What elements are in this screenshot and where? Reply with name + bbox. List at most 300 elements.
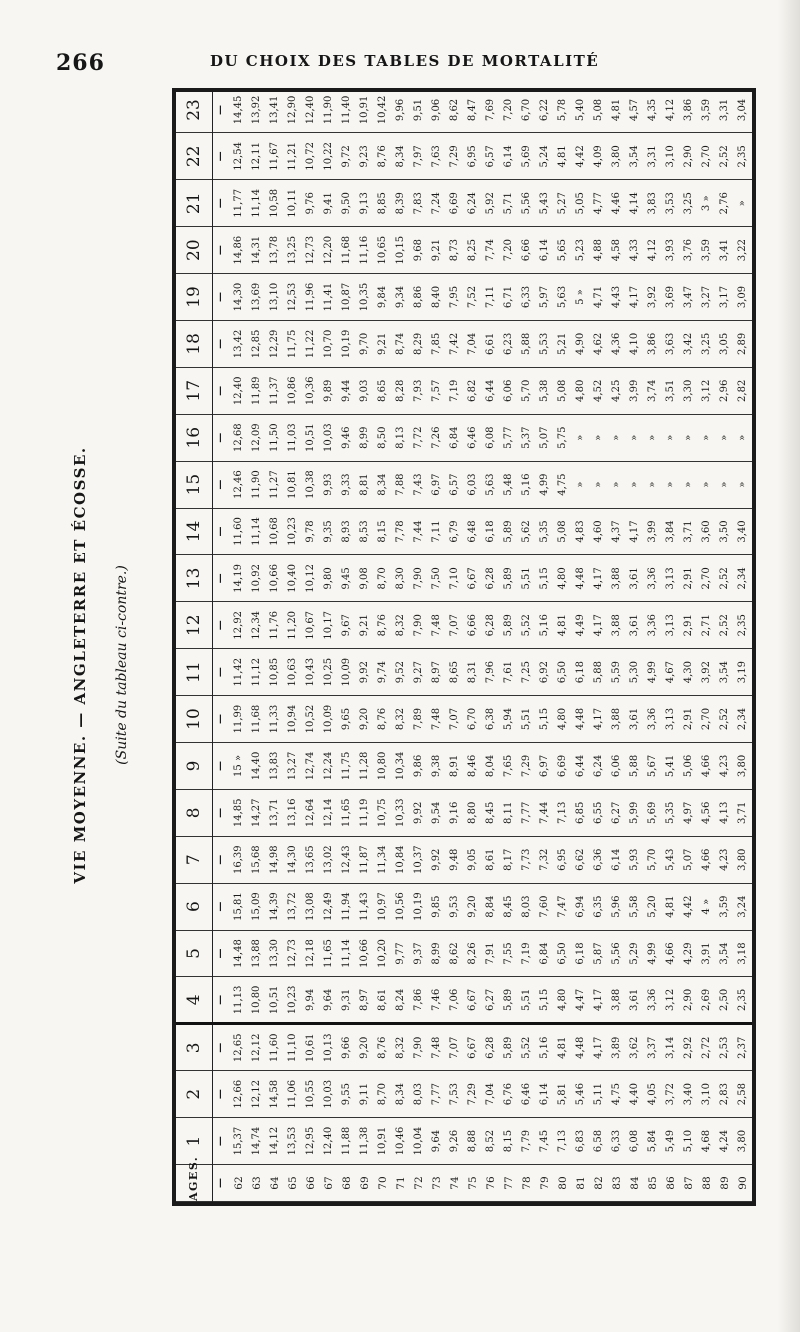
value-cell: 10,65 xyxy=(374,227,392,274)
value-cell: 4,36 xyxy=(608,320,626,367)
value-cell: 12,29 xyxy=(266,320,284,367)
value-cell: 11,99 xyxy=(230,696,248,743)
value-cell: 4,68 xyxy=(698,1118,716,1165)
value-cell: 6,66 xyxy=(464,602,482,649)
value-cell: 7,20 xyxy=(500,88,518,133)
value-cell: 15 » xyxy=(230,742,248,789)
value-cell: 3,99 xyxy=(626,367,644,414)
value-cell: 7,07 xyxy=(446,696,464,743)
value-cell: 9,13 xyxy=(356,180,374,227)
value-cell: 2,52 xyxy=(716,696,734,743)
value-cell: 10,34 xyxy=(392,742,410,789)
age-cell: 86 xyxy=(662,1165,680,1202)
value-cell: 11,94 xyxy=(338,883,356,930)
value-cell: 13,41 xyxy=(266,88,284,133)
value-cell: 7,93 xyxy=(410,367,428,414)
value-cell: 11,65 xyxy=(338,789,356,836)
value-cell: 9,46 xyxy=(338,414,356,461)
value-cell: 6,58 xyxy=(590,1118,608,1165)
value-cell: 8,65 xyxy=(374,367,392,414)
table-row xyxy=(644,88,662,1202)
value-cell: 5,81 xyxy=(554,1071,572,1118)
table-row xyxy=(356,88,374,1202)
value-cell: 3,80 xyxy=(734,742,752,789)
dash-mark: — xyxy=(212,836,230,883)
value-cell: 4,99 xyxy=(644,649,662,696)
dash-mark: — xyxy=(212,977,230,1024)
age-cell: 82 xyxy=(590,1165,608,1202)
column-header-14: 14 xyxy=(176,508,212,555)
value-cell: 3,86 xyxy=(680,88,698,133)
value-cell: 6,97 xyxy=(428,461,446,508)
value-cell: 4,37 xyxy=(608,508,626,555)
table-row xyxy=(230,88,248,1202)
value-cell: 3,74 xyxy=(644,367,662,414)
value-cell: 8,34 xyxy=(392,1071,410,1118)
value-cell: 3,25 xyxy=(698,320,716,367)
value-cell: 13,65 xyxy=(302,836,320,883)
value-cell: 3,54 xyxy=(716,649,734,696)
value-cell: 4,90 xyxy=(572,320,590,367)
value-cell: » xyxy=(680,414,698,461)
value-cell: 2,76 xyxy=(716,180,734,227)
value-cell: 6,28 xyxy=(482,602,500,649)
value-cell: 10,19 xyxy=(338,320,356,367)
value-cell: 6,70 xyxy=(464,696,482,743)
value-cell: 8,76 xyxy=(374,1024,392,1071)
value-cell: 10,86 xyxy=(284,367,302,414)
value-cell: 6,14 xyxy=(536,227,554,274)
value-cell: 11,20 xyxy=(284,602,302,649)
value-cell: 12,11 xyxy=(248,133,266,180)
value-cell: 5,62 xyxy=(518,508,536,555)
value-cell: 9,70 xyxy=(356,320,374,367)
value-cell: 3,24 xyxy=(734,883,752,930)
value-cell: 5,29 xyxy=(626,930,644,977)
value-cell: 9,06 xyxy=(428,88,446,133)
value-cell: 10,43 xyxy=(302,649,320,696)
value-cell: 5,87 xyxy=(590,930,608,977)
value-cell: 14,39 xyxy=(266,883,284,930)
value-cell: 5,46 xyxy=(572,1071,590,1118)
value-cell: 6,48 xyxy=(464,508,482,555)
value-cell: 7,57 xyxy=(428,367,446,414)
value-cell: 8,80 xyxy=(464,789,482,836)
value-cell: 5,67 xyxy=(644,742,662,789)
value-cell: 10,15 xyxy=(392,227,410,274)
mortality-table-frame xyxy=(172,88,756,1206)
age-cell: 68 xyxy=(338,1165,356,1202)
value-cell: 13,72 xyxy=(284,883,302,930)
value-cell: 5,35 xyxy=(536,508,554,555)
age-cell: 77 xyxy=(500,1165,518,1202)
value-cell: » xyxy=(644,461,662,508)
value-cell: 11,75 xyxy=(284,320,302,367)
value-cell: 6,79 xyxy=(446,508,464,555)
value-cell: 6,38 xyxy=(482,696,500,743)
table-row xyxy=(608,88,626,1202)
value-cell: 9,20 xyxy=(464,883,482,930)
value-cell: 3,25 xyxy=(680,180,698,227)
value-cell: 14,40 xyxy=(248,742,266,789)
value-cell: 9,78 xyxy=(302,508,320,555)
value-cell: 6,08 xyxy=(482,414,500,461)
value-cell: 12,24 xyxy=(320,742,338,789)
dash-mark: — xyxy=(212,602,230,649)
value-cell: 4,48 xyxy=(572,1024,590,1071)
value-cell: 11,75 xyxy=(338,742,356,789)
value-cell: 13,78 xyxy=(266,227,284,274)
table-title: VIE MOYENNE. — ANGLETERRE ET ÉCOSSE. xyxy=(71,446,89,884)
value-cell: 9,23 xyxy=(356,133,374,180)
value-cell: 9,65 xyxy=(338,696,356,743)
value-cell: 14,12 xyxy=(266,1118,284,1165)
column-header-19: 19 xyxy=(176,274,212,321)
value-cell: 4,35 xyxy=(644,88,662,133)
value-cell: » xyxy=(734,461,752,508)
value-cell: 7,26 xyxy=(428,414,446,461)
value-cell: 6,33 xyxy=(518,274,536,321)
value-cell: 12,40 xyxy=(320,1118,338,1165)
value-cell: 5,53 xyxy=(536,320,554,367)
value-cell: 11,38 xyxy=(356,1118,374,1165)
value-cell: 6,50 xyxy=(554,930,572,977)
dash-mark: — xyxy=(212,367,230,414)
value-cell: 8,26 xyxy=(464,930,482,977)
value-cell: 6,33 xyxy=(608,1118,626,1165)
value-cell: 3,37 xyxy=(644,1024,662,1071)
value-cell: 10,56 xyxy=(392,883,410,930)
column-header-9: 9 xyxy=(176,742,212,789)
value-cell: 4,12 xyxy=(662,88,680,133)
value-cell: 4 » xyxy=(698,883,716,930)
age-cell: 80 xyxy=(554,1165,572,1202)
value-cell: 6,85 xyxy=(572,789,590,836)
value-cell: 3,69 xyxy=(662,274,680,321)
value-cell: 5,70 xyxy=(518,367,536,414)
dash-mark: — xyxy=(212,133,230,180)
age-cell: 62 xyxy=(230,1165,248,1202)
value-cell: 10,66 xyxy=(266,555,284,602)
value-cell: 2,70 xyxy=(698,555,716,602)
value-cell: 3,88 xyxy=(608,555,626,602)
value-cell: 3,36 xyxy=(644,696,662,743)
value-cell: 2,52 xyxy=(716,555,734,602)
value-cell: 9,92 xyxy=(356,649,374,696)
dash-mark: — xyxy=(212,696,230,743)
value-cell: 4,47 xyxy=(572,977,590,1024)
value-cell: 11,96 xyxy=(302,274,320,321)
value-cell: 11,13 xyxy=(230,977,248,1024)
value-cell: 4,80 xyxy=(554,696,572,743)
value-cell: 4,17 xyxy=(590,555,608,602)
value-cell: 2,53 xyxy=(716,1024,734,1071)
value-cell: 13,27 xyxy=(284,742,302,789)
value-cell: 10,51 xyxy=(302,414,320,461)
value-cell: 4,58 xyxy=(608,227,626,274)
value-cell: 10,42 xyxy=(374,88,392,133)
value-cell: 7,13 xyxy=(554,789,572,836)
value-cell: 3,83 xyxy=(644,180,662,227)
value-cell: » xyxy=(644,414,662,461)
value-cell: 4,09 xyxy=(590,133,608,180)
value-cell: 10,19 xyxy=(410,883,428,930)
table-row xyxy=(266,88,284,1202)
value-cell: 3,09 xyxy=(734,274,752,321)
table-header-row xyxy=(176,88,212,1202)
value-cell: 7,90 xyxy=(410,1024,428,1071)
value-cell: 12,40 xyxy=(230,367,248,414)
value-cell: » xyxy=(590,461,608,508)
value-cell: 13,08 xyxy=(302,883,320,930)
value-cell: 9,89 xyxy=(320,367,338,414)
value-cell: 12,40 xyxy=(302,88,320,133)
value-cell: 3,36 xyxy=(644,602,662,649)
value-cell: 8,93 xyxy=(338,508,356,555)
value-cell: 4,24 xyxy=(716,1118,734,1165)
value-cell: 11,03 xyxy=(284,414,302,461)
value-cell: 9,31 xyxy=(338,977,356,1024)
value-cell: 4,81 xyxy=(662,883,680,930)
value-cell: 7,55 xyxy=(500,930,518,977)
column-header-23: 23 xyxy=(176,88,212,133)
value-cell: 11,10 xyxy=(284,1024,302,1071)
value-cell: 12,65 xyxy=(230,1024,248,1071)
value-cell: 13,53 xyxy=(284,1118,302,1165)
value-cell: 9,68 xyxy=(410,227,428,274)
value-cell: 4,57 xyxy=(626,88,644,133)
value-cell: 12,90 xyxy=(284,88,302,133)
value-cell: 13,16 xyxy=(284,789,302,836)
value-cell: 5,71 xyxy=(500,180,518,227)
value-cell: 7,44 xyxy=(410,508,428,555)
value-cell: 9,35 xyxy=(320,508,338,555)
running-title: DU CHOIX DES TABLES DE MORTALITÉ xyxy=(210,52,600,70)
page-edge-shadow xyxy=(778,0,800,1332)
value-cell: 14,45 xyxy=(230,88,248,133)
value-cell: » xyxy=(662,461,680,508)
value-cell: 5,08 xyxy=(554,367,572,414)
age-cell: 89 xyxy=(716,1165,734,1202)
value-cell: 11,19 xyxy=(356,789,374,836)
value-cell: 9,86 xyxy=(410,742,428,789)
column-header-21: 21 xyxy=(176,180,212,227)
value-cell: 2,52 xyxy=(716,602,734,649)
value-cell: 3,13 xyxy=(662,696,680,743)
value-cell: 9,93 xyxy=(320,461,338,508)
value-cell: 3,50 xyxy=(716,508,734,555)
value-cell: 8,30 xyxy=(392,555,410,602)
value-cell: 14,98 xyxy=(266,836,284,883)
value-cell: 3,27 xyxy=(698,274,716,321)
column-header-4: 4 xyxy=(176,977,212,1024)
value-cell: 5,94 xyxy=(500,696,518,743)
value-cell: 7,60 xyxy=(536,883,554,930)
value-cell: 7,85 xyxy=(428,320,446,367)
value-cell: » xyxy=(608,461,626,508)
value-cell: 7,13 xyxy=(554,1118,572,1165)
value-cell: 7,65 xyxy=(500,742,518,789)
value-cell: 9,27 xyxy=(410,649,428,696)
value-cell: 10,40 xyxy=(284,555,302,602)
value-cell: 10,22 xyxy=(320,133,338,180)
value-cell: 6,94 xyxy=(572,883,590,930)
value-cell: 10,66 xyxy=(356,930,374,977)
value-cell: 8,74 xyxy=(392,320,410,367)
value-cell: 2,58 xyxy=(734,1071,752,1118)
value-cell: 12,46 xyxy=(230,461,248,508)
value-cell: 4,81 xyxy=(554,133,572,180)
value-cell: » xyxy=(734,414,752,461)
value-cell: 9,74 xyxy=(374,649,392,696)
value-cell: 15,81 xyxy=(230,883,248,930)
value-cell: 5,08 xyxy=(590,88,608,133)
value-cell: 2,69 xyxy=(698,977,716,1024)
value-cell: 6,76 xyxy=(500,1071,518,1118)
value-cell: 3,51 xyxy=(662,367,680,414)
value-cell: 14,31 xyxy=(248,227,266,274)
column-header-1: 1 xyxy=(176,1118,212,1165)
value-cell: 3,19 xyxy=(734,649,752,696)
value-cell: 4,23 xyxy=(716,742,734,789)
value-cell: 3,36 xyxy=(644,555,662,602)
value-cell: 9,54 xyxy=(428,789,446,836)
table-row xyxy=(464,88,482,1202)
value-cell: 7,04 xyxy=(464,320,482,367)
value-cell: 4,75 xyxy=(608,1071,626,1118)
value-cell: 11,60 xyxy=(266,1024,284,1071)
value-cell: 10,13 xyxy=(320,1024,338,1071)
value-cell: 3,12 xyxy=(662,977,680,1024)
value-cell: 5,63 xyxy=(554,274,572,321)
value-cell: 6,82 xyxy=(464,367,482,414)
value-cell: 2,52 xyxy=(716,133,734,180)
value-cell: 10,80 xyxy=(374,742,392,789)
value-cell: 12,18 xyxy=(302,930,320,977)
value-cell: 11,77 xyxy=(230,180,248,227)
column-header-10: 10 xyxy=(176,696,212,743)
value-cell: 9,67 xyxy=(338,602,356,649)
value-cell: 2,92 xyxy=(680,1024,698,1071)
age-cell: 76 xyxy=(482,1165,500,1202)
table-subtitle: (Suite du tableau ci-contre.) xyxy=(114,565,130,765)
value-cell: 5,43 xyxy=(662,836,680,883)
value-cell: 5,89 xyxy=(500,602,518,649)
value-cell: 9,26 xyxy=(446,1118,464,1165)
value-cell: 8,99 xyxy=(356,414,374,461)
value-cell: 7,19 xyxy=(446,367,464,414)
value-cell: 5,97 xyxy=(536,274,554,321)
page-number: 266 xyxy=(56,50,105,76)
value-cell: 4,17 xyxy=(626,508,644,555)
value-cell: 10,58 xyxy=(266,180,284,227)
value-cell: 7,42 xyxy=(446,320,464,367)
value-cell: 6,28 xyxy=(482,1024,500,1071)
value-cell: 4,29 xyxy=(680,930,698,977)
value-cell: 6,35 xyxy=(590,883,608,930)
column-header-7: 7 xyxy=(176,836,212,883)
value-cell: 11,16 xyxy=(356,227,374,274)
value-cell: 9,76 xyxy=(302,180,320,227)
value-cell: 8,50 xyxy=(374,414,392,461)
value-cell: 9,55 xyxy=(338,1071,356,1118)
value-cell: 8,28 xyxy=(392,367,410,414)
value-cell: 10,91 xyxy=(374,1118,392,1165)
value-cell: 9,05 xyxy=(464,836,482,883)
dash-mark: — xyxy=(212,274,230,321)
dash-mark: — xyxy=(212,227,230,274)
value-cell: 3,54 xyxy=(626,133,644,180)
value-cell: 6,27 xyxy=(608,789,626,836)
value-cell: 5,88 xyxy=(518,320,536,367)
value-cell: 7,45 xyxy=(536,1118,554,1165)
dash-mark: — xyxy=(212,1024,230,1071)
value-cell: 4,17 xyxy=(590,1024,608,1071)
value-cell: 11,65 xyxy=(320,930,338,977)
value-cell: 5,59 xyxy=(608,649,626,696)
value-cell: 10,20 xyxy=(374,930,392,977)
value-cell: 5,35 xyxy=(662,789,680,836)
value-cell: 4,43 xyxy=(608,274,626,321)
value-cell: 12,66 xyxy=(230,1071,248,1118)
value-cell: 9,96 xyxy=(392,88,410,133)
value-cell: 14,86 xyxy=(230,227,248,274)
value-cell: 12,12 xyxy=(248,1024,266,1071)
value-cell: 6,95 xyxy=(554,836,572,883)
value-cell: 10,52 xyxy=(302,696,320,743)
value-cell: 11,90 xyxy=(320,88,338,133)
value-cell: 3,80 xyxy=(608,133,626,180)
value-cell: » xyxy=(698,414,716,461)
value-cell: 9,38 xyxy=(428,742,446,789)
value-cell: 7,74 xyxy=(482,227,500,274)
value-cell: 11,42 xyxy=(230,649,248,696)
value-cell: 9,84 xyxy=(374,274,392,321)
value-cell: 3,59 xyxy=(698,88,716,133)
value-cell: 11,41 xyxy=(320,274,338,321)
value-cell: 7,43 xyxy=(410,461,428,508)
value-cell: 3,10 xyxy=(698,1071,716,1118)
value-cell: 12,85 xyxy=(248,320,266,367)
value-cell: 4,42 xyxy=(572,133,590,180)
value-cell: 10,97 xyxy=(374,883,392,930)
value-cell: 12,95 xyxy=(302,1118,320,1165)
value-cell: 8,45 xyxy=(482,789,500,836)
value-cell: 7,97 xyxy=(410,133,428,180)
value-cell: 4,17 xyxy=(590,696,608,743)
value-cell: 4,42 xyxy=(680,883,698,930)
value-cell: 9,92 xyxy=(410,789,428,836)
value-cell: 2,90 xyxy=(680,977,698,1024)
value-cell: 6,62 xyxy=(572,836,590,883)
value-cell: 6,95 xyxy=(464,133,482,180)
table-row xyxy=(338,88,356,1202)
value-cell: 8,34 xyxy=(392,133,410,180)
value-cell: 4,33 xyxy=(626,227,644,274)
table-row xyxy=(716,88,734,1202)
value-cell: 11,22 xyxy=(302,320,320,367)
value-cell: 5,69 xyxy=(518,133,536,180)
value-cell: 4,48 xyxy=(572,555,590,602)
value-cell: 10,81 xyxy=(284,461,302,508)
value-cell: 3,36 xyxy=(644,977,662,1024)
value-cell: 8,25 xyxy=(464,227,482,274)
table-row xyxy=(698,88,716,1202)
value-cell: 3,60 xyxy=(698,508,716,555)
value-cell: 11,37 xyxy=(266,367,284,414)
value-cell: 13,88 xyxy=(248,930,266,977)
value-cell: 3,63 xyxy=(662,320,680,367)
